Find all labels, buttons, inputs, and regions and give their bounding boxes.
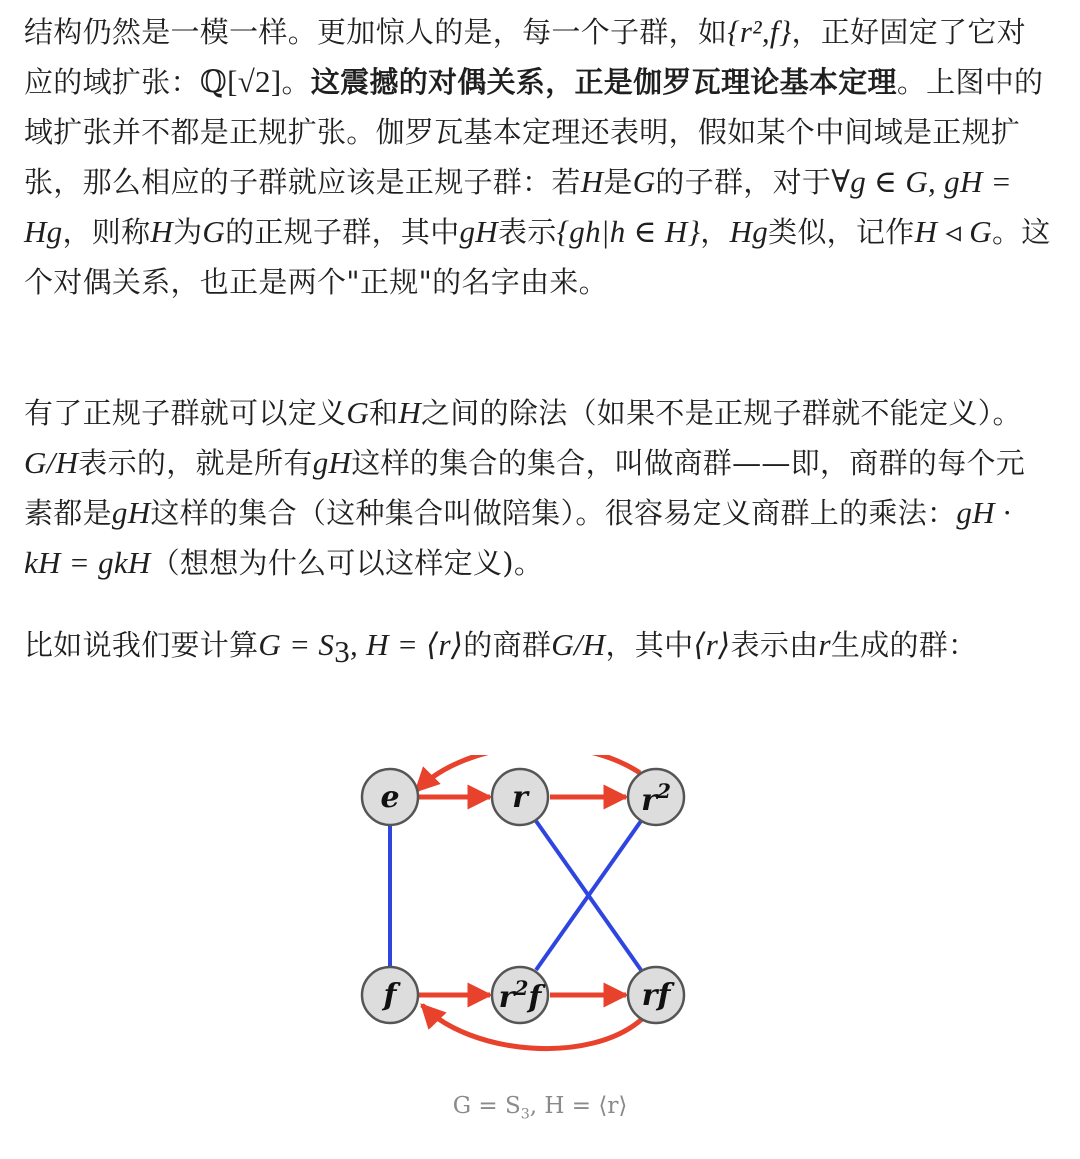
text-span: 有了正规子群就可以定义	[24, 396, 347, 430]
caption-subscript: 3	[520, 1106, 530, 1123]
math-quotient: G/H	[24, 445, 79, 480]
text-span: 为	[173, 215, 203, 249]
text-span: 。	[281, 65, 311, 99]
figure-caption	[0, 1093, 1080, 1123]
math-normal-condition: ∀g ∈ G, gH = Hg	[24, 164, 1012, 249]
bold-statement: 这震撼的对偶关系，正是伽罗瓦理论基本定理	[310, 65, 897, 99]
text-span: 。上图中的域扩张并不都是正规扩张。伽罗瓦基本定理还表明，假如某个中间域是正规扩张，那么相应的子群就应该是正规子群：若	[24, 65, 1044, 199]
math-r: r	[818, 627, 831, 662]
math-G: G	[346, 395, 369, 430]
node-superscript: 2	[514, 976, 529, 1000]
math-G: G	[202, 214, 226, 249]
caption-text: , H = ⟨r⟩	[529, 1093, 628, 1119]
text-span: ，其中	[605, 628, 694, 662]
node-superscript: 2	[656, 779, 671, 803]
math-H: H	[580, 164, 604, 199]
text-span: 比如说我们要计算	[24, 628, 259, 662]
node-label: f	[383, 978, 397, 1013]
text-span: （想想为什么可以这样定义)。	[150, 546, 544, 580]
math-H: H	[150, 214, 174, 249]
text-span: 表示	[498, 215, 557, 249]
paragraph-quotient-group	[24, 388, 1054, 588]
text-span: 表示由	[730, 628, 819, 662]
math-Hg: Hg	[729, 214, 769, 249]
text-span: ，	[700, 215, 730, 249]
node-label-suffix: f	[528, 980, 542, 1015]
math-quotient: G/H	[551, 627, 606, 662]
cayley-graph-diagram	[340, 755, 700, 1055]
node-r	[492, 769, 548, 825]
text-span: ，则称	[62, 215, 151, 249]
math-subgroup: {r²,f}	[727, 14, 792, 49]
math-field-extension: ℚ[√2]	[199, 64, 282, 99]
text-span: 表示的，就是所有	[78, 446, 313, 480]
node-label: rf	[641, 978, 671, 1013]
math-coset-def: {gh|h ∈ H}	[556, 214, 701, 249]
node-e	[362, 769, 418, 825]
math-G-S: G = S	[258, 627, 335, 662]
math-gH: gH	[459, 214, 498, 249]
math-H-generated: , H = ⟨r⟩	[350, 627, 464, 662]
math-coset-product: gH · kH = gkH	[24, 495, 1011, 580]
node-label: r	[498, 980, 515, 1015]
text-span: 生成的群：	[830, 628, 978, 662]
math-gH: gH	[111, 495, 151, 530]
text-span: 之间的除法（如果不是正规子群就不能定义）。	[421, 396, 1022, 430]
text-span: 是	[603, 165, 633, 199]
text-span: 的子群，对于	[655, 165, 832, 199]
node-label: e	[380, 780, 400, 815]
text-span: ，正好固定了它对应的域扩张：	[24, 15, 1026, 99]
paragraph-normal-subgroup	[24, 7, 1054, 307]
math-G: G	[632, 164, 656, 199]
math-subscript: 3	[334, 633, 351, 669]
math-generated: ⟨r⟩	[693, 627, 731, 662]
text-span: 这样的集合的集合，叫做商群——即，商群的每个元素都是	[24, 446, 1026, 530]
text-span: 的商群	[463, 628, 552, 662]
node-rf	[628, 967, 684, 1023]
math-H: H	[398, 395, 421, 430]
text-span: 。这个对偶关系，也正是两个"正规"的名字由来。	[24, 215, 1051, 299]
text-span: 结构仍然是一模一样。更加惊人的是，每一个子群，如	[24, 15, 728, 49]
node-f	[362, 967, 418, 1023]
node-r2	[628, 769, 684, 825]
node-r2f	[492, 967, 548, 1023]
caption-text: G = S	[452, 1093, 521, 1119]
text-span: 和	[369, 396, 399, 430]
math-gH: gH	[312, 445, 352, 480]
math-normal-notation: H ◃ G	[914, 214, 992, 249]
text-span: 这样的集合（这种集合叫做陪集）。很容易定义商群上的乘法：	[150, 496, 957, 530]
text-span: 的正规子群，其中	[225, 215, 460, 249]
text-span: 类似，记作	[768, 215, 915, 249]
paragraph-example	[24, 620, 1054, 670]
node-label: r	[641, 783, 657, 818]
node-label: r	[512, 780, 528, 815]
